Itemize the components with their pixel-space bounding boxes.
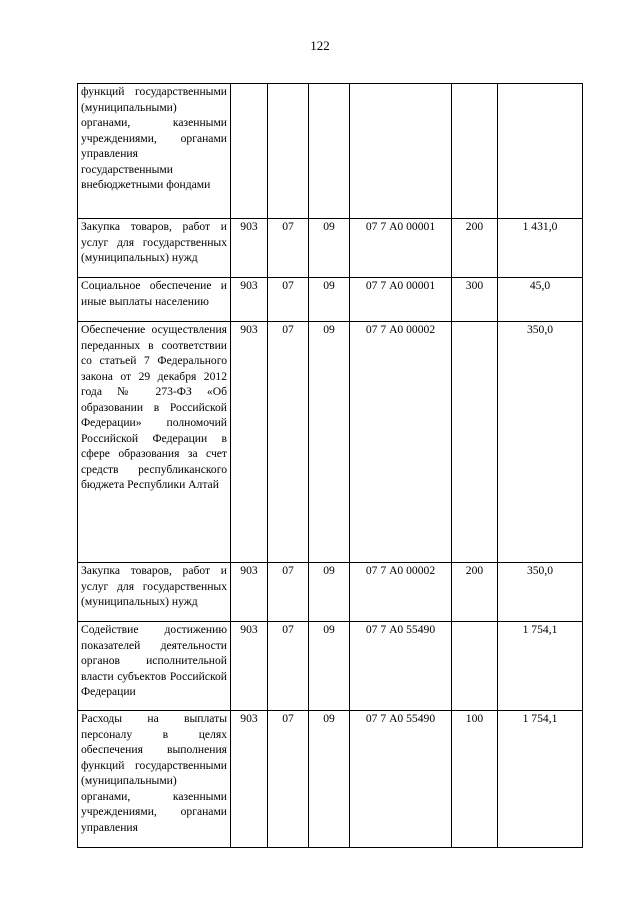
subsection-code: 09 (309, 622, 350, 711)
amount: 1 431,0 (498, 219, 583, 278)
row-description: функций государственными (муниципальными) органами, казенными учреждениями, органами управления государственными внебюджетными фондами (78, 84, 231, 219)
table-row (78, 219, 583, 278)
section-code: 07 (268, 711, 309, 848)
section-code: 07 (268, 622, 309, 711)
budget-table (77, 83, 583, 848)
section-code: 07 (268, 563, 309, 622)
expense-type-code: 200 (452, 563, 498, 622)
amount: 350,0 (498, 322, 583, 563)
row-description: Расходы на выплаты персоналу в целях обеспечения выполнения функций государственными (муниципальными) органами, казенными учреждениями, органами управления (78, 711, 231, 848)
section-code: 07 (268, 278, 309, 322)
expense-type-code (452, 84, 498, 219)
table-row (78, 711, 583, 848)
grbs-code: 903 (231, 278, 268, 322)
target-article-code (350, 84, 452, 219)
subsection-code (309, 84, 350, 219)
target-article-code: 07 7 А0 55490 (350, 622, 452, 711)
expense-type-code: 200 (452, 219, 498, 278)
grbs-code (231, 84, 268, 219)
expense-type-code (452, 622, 498, 711)
section-code: 07 (268, 322, 309, 563)
subsection-code: 09 (309, 322, 350, 563)
row-description: Закупка товаров, работ и услуг для государственных (муниципальных) нужд (78, 563, 231, 622)
target-article-code: 07 7 А0 00002 (350, 563, 452, 622)
section-code (268, 84, 309, 219)
amount: 45,0 (498, 278, 583, 322)
table-row (78, 84, 583, 219)
table-row (78, 278, 583, 322)
subsection-code: 09 (309, 219, 350, 278)
row-description: Содействие достижению показателей деятельности органов исполнительной власти субъектов Российской Федерации (78, 622, 231, 711)
row-description: Социальное обеспечение и иные выплаты населению (78, 278, 231, 322)
grbs-code: 903 (231, 563, 268, 622)
target-article-code: 07 7 А0 00002 (350, 322, 452, 563)
expense-type-code: 300 (452, 278, 498, 322)
target-article-code: 07 7 А0 55490 (350, 711, 452, 848)
expense-type-code (452, 322, 498, 563)
section-code: 07 (268, 219, 309, 278)
grbs-code: 903 (231, 219, 268, 278)
target-article-code: 07 7 А0 00001 (350, 278, 452, 322)
table-row (78, 563, 583, 622)
table-row (78, 322, 583, 563)
row-description: Закупка товаров, работ и услуг для государственных (муниципальных) нужд (78, 219, 231, 278)
subsection-code: 09 (309, 563, 350, 622)
grbs-code: 903 (231, 322, 268, 563)
grbs-code: 903 (231, 711, 268, 848)
grbs-code: 903 (231, 622, 268, 711)
amount: 350,0 (498, 563, 583, 622)
amount (498, 84, 583, 219)
subsection-code: 09 (309, 278, 350, 322)
expense-type-code: 100 (452, 711, 498, 848)
amount: 1 754,1 (498, 622, 583, 711)
table-row (78, 622, 583, 711)
page-number: 122 (310, 38, 330, 53)
row-description: Обеспечение осуществления переданных в соответствии со статьей 7 Федерального закона от 29 декабря 2012 года № 273-ФЗ «Об образовании в Российской Федерации» полномочий Российской Федерации в сфере образования за счет средств республиканского бюджета Республики Алтай (78, 322, 231, 563)
subsection-code: 09 (309, 711, 350, 848)
target-article-code: 07 7 А0 00001 (350, 219, 452, 278)
amount: 1 754,1 (498, 711, 583, 848)
